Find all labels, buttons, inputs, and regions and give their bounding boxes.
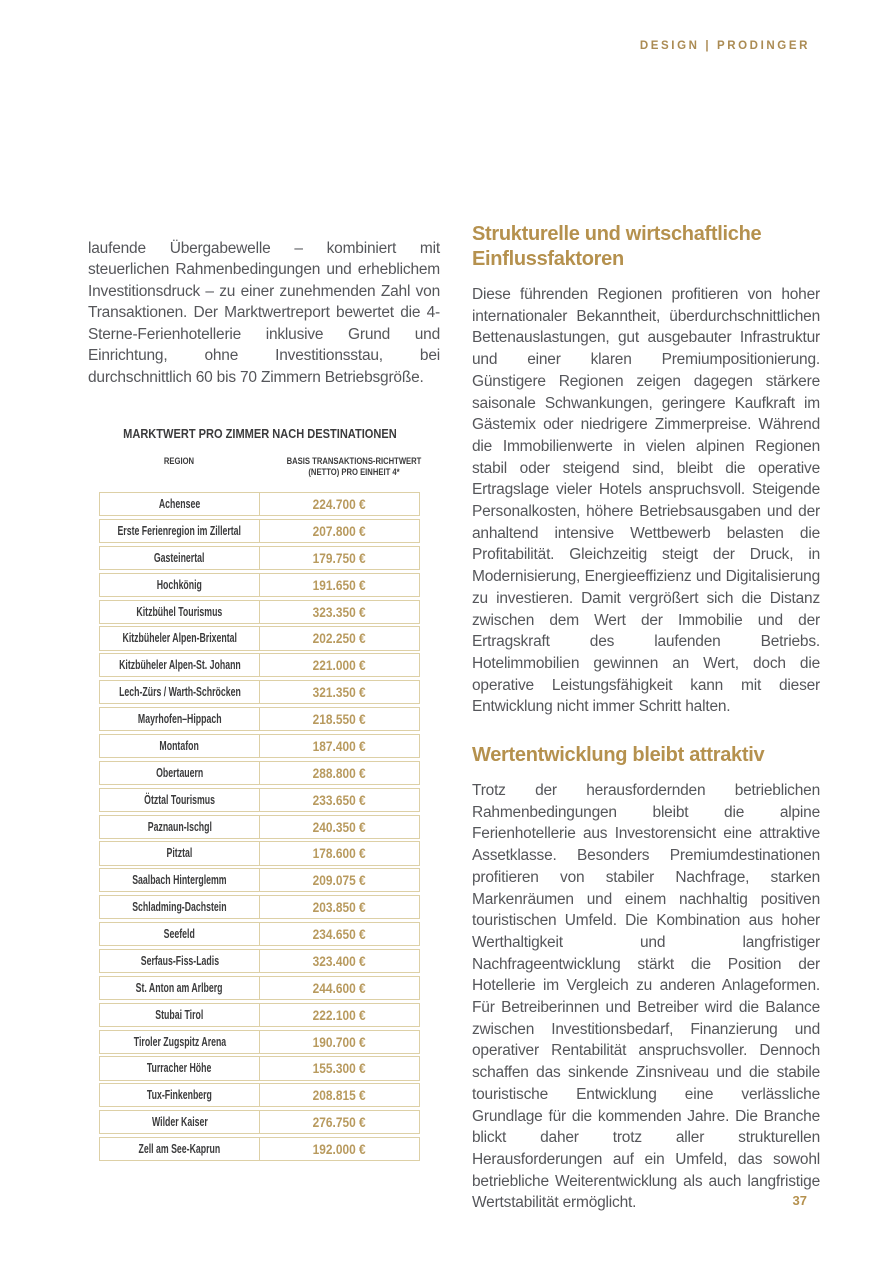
intro-paragraph: laufende Übergabewelle – kombiniert mit steuerlichen Rahmenbedingungen und erheblichem Investitionsdruck – zu einer zunehmenden Zahl von Transaktionen. Der Marktwertreport bewertet die 4-Sterne-Ferienhotellerie inklusive Grund und Einrichtung, ohne Investitionsstau, bei durchschnittlich 60 bis 70 Zimmern Betriebsgröße. — [88, 239, 440, 387]
table-row — [99, 1083, 420, 1107]
region-cell: Stubai Tirol — [99, 1003, 260, 1027]
region-cell: Erste Ferienregion im Zillertal — [99, 519, 260, 543]
table-row — [99, 976, 420, 1000]
value-cell: 224.700 € — [260, 492, 420, 516]
table-rows — [99, 492, 420, 1161]
section-value-development — [472, 743, 820, 1214]
region-cell: Paznaun-Ischgl — [99, 815, 260, 839]
region-cell: Kitzbüheler Alpen-Brixental — [99, 626, 260, 650]
table-row — [99, 546, 420, 570]
region-cell: Zell am See-Kaprun — [99, 1137, 260, 1161]
marktwert-table — [99, 427, 420, 1161]
region-cell: Pitztal — [99, 841, 260, 865]
value-cell: 222.100 € — [260, 1003, 420, 1027]
table-row — [99, 573, 420, 597]
table-row — [99, 1056, 420, 1080]
value-cell: 187.400 € — [260, 734, 420, 758]
value-cell: 192.000 € — [260, 1137, 420, 1161]
region-cell: Wilder Kaiser — [99, 1110, 260, 1134]
region-cell: Serfaus-Fiss-Ladis — [99, 949, 260, 973]
region-cell: Obertauern — [99, 761, 260, 785]
value-cell: 203.850 € — [260, 895, 420, 919]
region-cell: Tiroler Zugspitz Arena — [99, 1030, 260, 1054]
table-row — [99, 680, 420, 704]
value-cell: 323.400 € — [260, 949, 420, 973]
section-body: Trotz der herausfordernden betrieblichen Rahmenbedingungen bleibt die alpine Ferienhotellerie aus Investorensicht eine attraktive Assetklasse. Besonders Premiumdestinationen profitieren von stabiler Nachfrage, starken Markenräumen und einem nachhaltig positiven touristischen Umfeld. Die Kombination aus hoher Werthaltigkeit und langfristiger Nachfrageentwicklung stärkt die Position der Hotellerie im Vergleich zu anderen Anlageformen. Für Betreiberinnen und Betreiber wird die Balance zwischen Investitionsbedarf, Finanzierung und operativer Rentabilität anspruchsvoller. Dennoch schaffen das sinkende Zinsniveau und die stabile touristische Entwicklung eine verlässliche Grundlage für die kommenden Jahre. Die Branche blickt daher trotz aller strukturellen Herausforderungen auf ein Umfeld, das sowohl betriebliche Weiterentwicklung als auch langfristige Wertstabilität ermöglicht. — [472, 782, 820, 1212]
table-row — [99, 492, 420, 516]
value-cell: 178.600 € — [260, 841, 420, 865]
value-cell: 191.650 € — [260, 573, 420, 597]
region-cell: Gasteinertal — [99, 546, 260, 570]
value-cell: 155.300 € — [260, 1056, 420, 1080]
table-row — [99, 734, 420, 758]
region-cell: Kitzbühel Tourismus — [99, 600, 260, 624]
table-row — [99, 815, 420, 839]
value-cell: 202.250 € — [260, 626, 420, 650]
section-heading: Strukturelle und wirtschaftliche Einflussfaktoren — [472, 223, 762, 270]
table-row — [99, 761, 420, 785]
table-row — [99, 1110, 420, 1134]
region-cell: St. Anton am Arlberg — [99, 976, 260, 1000]
value-cell: 234.650 € — [260, 922, 420, 946]
region-cell: Turracher Höhe — [99, 1056, 260, 1080]
value-cell: 323.350 € — [260, 600, 420, 624]
table-row — [99, 868, 420, 892]
value-cell: 288.800 € — [260, 761, 420, 785]
page-number: 37 — [792, 1193, 807, 1208]
table-row — [99, 895, 420, 919]
value-cell: 218.550 € — [260, 707, 420, 731]
value-cell: 207.800 € — [260, 519, 420, 543]
value-cell: 209.075 € — [260, 868, 420, 892]
value-cell: 221.000 € — [260, 653, 420, 677]
region-cell: Ötztal Tourismus — [99, 788, 260, 812]
region-cell: Lech-Zürs / Warth-Schröcken — [99, 680, 260, 704]
table-row — [99, 788, 420, 812]
value-cell: 244.600 € — [260, 976, 420, 1000]
table-header-row — [99, 456, 420, 480]
column-header-region: REGION — [163, 456, 195, 466]
table-row — [99, 653, 420, 677]
section-structural-factors — [472, 222, 820, 718]
section-heading: Wertentwicklung bleibt attraktiv — [472, 744, 765, 766]
table-row — [99, 1030, 420, 1054]
table-row — [99, 707, 420, 731]
table-row — [99, 1003, 420, 1027]
region-cell: Mayrhofen–Hippach — [99, 707, 260, 731]
section-body: Diese führenden Regionen profitieren von hoher internationaler Bekanntheit, überdurchschnittlichen Bettenauslastungen, gut ausgebauter Infrastruktur und einer klaren Premiumpositionierung. Günstigere Regionen zeigen dagegen stärkere saisonale Schwankungen, geringere Kaufkraft im Gästemix oder niedrigere Zimmerpreise. Während die Immobilienwerte in vielen alpinen Regionen stabil oder steigend sind, bleibt die operative Ertragslage vieler Hotels anspruchsvoll. Steigende Personalkosten, höhere Betriebsausgaben und der anhaltend intensive Wettbewerb belasten die Profitabilität. Gleichzeitig steigt der Druck, in Modernisierung, Energieeffizienz und Digitalisierung zu investieren. Damit vergrößert sich die Distanz zwischen dem Wert der Immobilie und der Ertragskraft des laufenden Betriebs. Hotelimmobilien gewinnen an Wert, doch die operative Leistungsfähigkeit kann mit dieser Entwicklung nicht immer Schritt halten. — [472, 286, 820, 716]
brand-header: DESIGN | PRODINGER — [639, 40, 810, 52]
table-row — [99, 519, 420, 543]
value-cell: 321.350 € — [260, 680, 420, 704]
region-cell: Saalbach Hinterglemm — [99, 868, 260, 892]
value-cell: 240.350 € — [260, 815, 420, 839]
table-row — [99, 600, 420, 624]
value-cell: 179.750 € — [260, 546, 420, 570]
table-row — [99, 841, 420, 865]
region-cell: Schladming-Dachstein — [99, 895, 260, 919]
value-cell: 208.815 € — [260, 1083, 420, 1107]
region-cell: Tux-Finkenberg — [99, 1083, 260, 1107]
region-cell: Montafon — [99, 734, 260, 758]
region-cell: Kitzbüheler Alpen-St. Johann — [99, 653, 260, 677]
table-row — [99, 922, 420, 946]
table-row — [99, 949, 420, 973]
table-title: MARKTWERT PRO ZIMMER NACH DESTINATIONEN — [123, 426, 397, 441]
column-header-value: BASIS TRANSAKTIONS-RICHTWERT (NETTO) PRO EINHEIT 4* — [286, 456, 422, 477]
value-cell: 276.750 € — [260, 1110, 420, 1134]
table-row — [99, 626, 420, 650]
table-row — [99, 1137, 420, 1161]
region-cell: Seefeld — [99, 922, 260, 946]
region-cell: Achensee — [99, 492, 260, 516]
value-cell: 190.700 € — [260, 1030, 420, 1054]
value-cell: 233.650 € — [260, 788, 420, 812]
region-cell: Hochkönig — [99, 573, 260, 597]
